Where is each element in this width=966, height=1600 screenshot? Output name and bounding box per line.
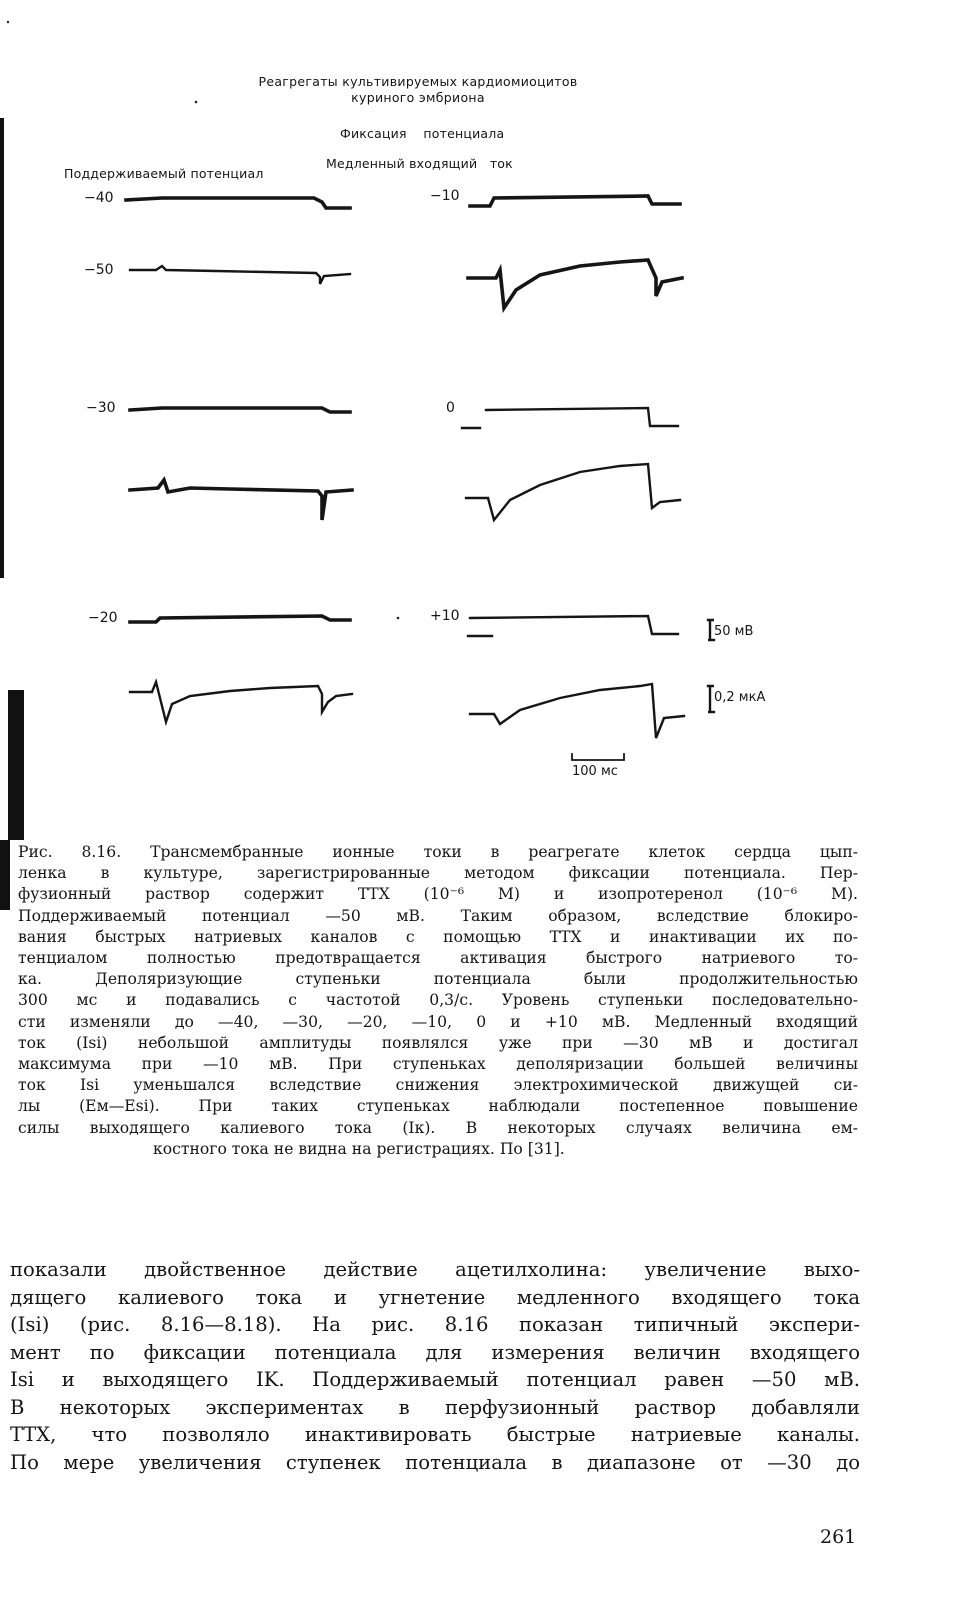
- body-line: (Isi) (рис. 8.16—8.18). На рис. 8.16 показан типичный экспери-: [10, 1313, 860, 1336]
- caption-line: Рис. 8.16. Трансмембранные ионные токи в реагрегате клеток сердца цып-: [18, 843, 858, 861]
- caption-line: ленка в культуре, зарегистрированные методом фиксации потенциала. Пер-: [18, 864, 858, 883]
- scan-edge-mark: [0, 840, 10, 910]
- voltage-scale-label: 50 мВ: [714, 624, 754, 639]
- caption-line: фузионный раствор содержит ТТХ (10⁻⁶ М) и изопротеренол (10⁻⁶ М).: [18, 885, 858, 904]
- current-scale-label: 0,2 мкА: [714, 690, 766, 705]
- caption-line: вания быстрых натриевых каналов с помощью ТТХ и инактивации их по-: [18, 927, 858, 946]
- scan-speck: [7, 21, 9, 23]
- time-scale-label: 100 мс: [572, 764, 618, 779]
- figure-title-line2: куриного эмбриона: [351, 90, 485, 105]
- caption-line: ток Isi уменьшался вследствие снижения электрохимической движущей си-: [18, 1076, 858, 1095]
- left-column-header: Поддерживаемый потенциал: [64, 166, 264, 181]
- scan-speck: [397, 617, 400, 620]
- body-line: По мере увеличения ступенек потенциала в диапазоне от —30 до: [10, 1450, 860, 1474]
- current-trace-minus50: [130, 266, 350, 284]
- caption-line: лы (Ем—Esi). При таких ступеньках наблюдали постепенное повышение: [18, 1097, 858, 1116]
- body-line: ТТХ, что позволяло инактивировать быстрые натриевые каналы.: [10, 1423, 860, 1446]
- caption-line: тенциалом полностью предотвращается активация быстрого натриевого то-: [18, 949, 858, 968]
- caption-line: ка. Деполяризующие ступеньки потенциала были продолжительностью: [18, 970, 858, 989]
- level-label: 0: [446, 400, 455, 416]
- time-scale-bar: [572, 754, 624, 760]
- voltage-trace-minus30: [130, 408, 350, 412]
- voltage-scale-bar: [708, 620, 714, 640]
- figure-subtitle: Фиксация потенциала: [340, 126, 505, 141]
- level-label: −40: [84, 190, 114, 206]
- body-text: [10, 1256, 860, 1476]
- voltage-trace-minus40: [126, 198, 350, 208]
- page-number: 261: [820, 1526, 857, 1548]
- level-label: −30: [86, 400, 116, 416]
- caption-line: силы выходящего калиевого тока (Iк). В некоторых случаях величина ем-: [18, 1118, 858, 1137]
- caption-line: ток (Isi) небольшой амплитуды появлялся уже при —30 мВ и достигал: [18, 1033, 858, 1052]
- level-label: −10: [430, 188, 460, 204]
- current-trace-plus10: [470, 684, 684, 738]
- level-label: −20: [88, 610, 118, 626]
- right-column-header: Медленный входящий ток: [326, 156, 513, 171]
- voltage-trace-minus10: [470, 196, 680, 206]
- current-scale-bar: [708, 686, 714, 712]
- current-trace-minus20: [130, 682, 352, 722]
- body-line: В некоторых экспериментах в перфузионный раствор добавляли: [10, 1395, 860, 1419]
- figure-title-line1: Реагрегаты культивируемых кардиомиоцитов: [258, 74, 578, 89]
- caption-line: 300 мс и подавались с частотой 0,3/с. Уровень ступеньки последовательно-: [18, 991, 858, 1010]
- current-trace-minus10: [468, 260, 682, 308]
- figure-caption: [18, 842, 858, 1160]
- body-line: показали двойственное действие ацетилхолина: увеличение выхо-: [10, 1258, 860, 1281]
- current-trace-minus30: [130, 480, 352, 520]
- caption-line: сти изменяли до —40, —30, —20, —10, 0 и +10 мВ. Медленный входящий: [18, 1012, 858, 1031]
- scan-speck: [195, 101, 198, 104]
- voltage-trace-plus10: [470, 616, 678, 634]
- voltage-trace-minus20: [130, 616, 350, 622]
- body-line: дящего калиевого тока и угнетение медленного входящего тока: [10, 1285, 860, 1309]
- body-line: мент по фиксации потенциала для измерения величин входящего: [10, 1340, 860, 1364]
- level-label: −50: [84, 262, 114, 278]
- voltage-trace-0: [486, 408, 678, 426]
- body-line: Isi и выходящего IK. Поддерживаемый потенциал равен —50 мВ.: [10, 1368, 860, 1391]
- caption-line: Поддерживаемый потенциал —50 мВ. Таким образом, вследствие блокиро-: [18, 906, 858, 925]
- caption-line: максимума при —10 мВ. При ступеньках деполяризации большей величины: [18, 1055, 858, 1074]
- caption-last-line: костного тока не видна на регистрациях. По [31].: [153, 1139, 565, 1158]
- level-label: +10: [430, 608, 460, 624]
- current-trace-0: [466, 464, 680, 520]
